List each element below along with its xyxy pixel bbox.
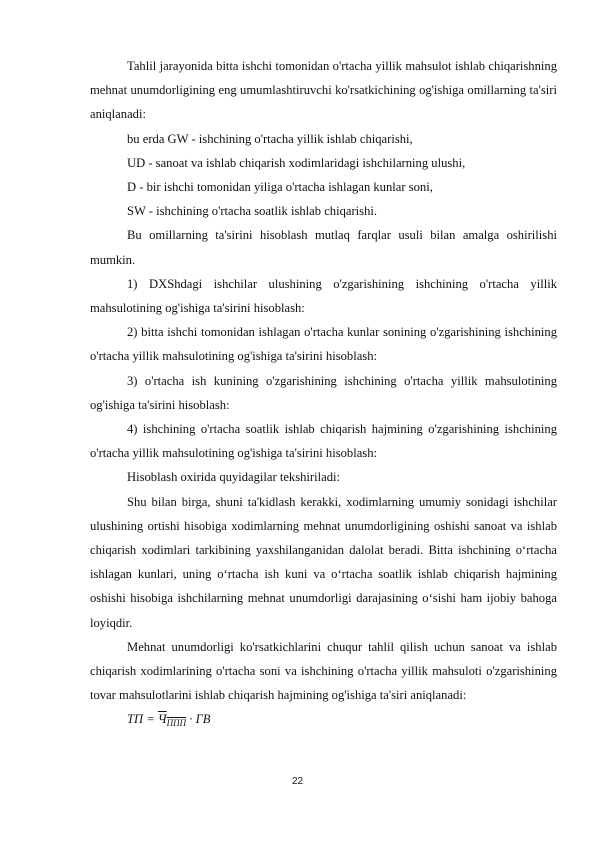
paragraph-step-2: 2) bitta ishchi tomonidan ishlagan o'rtacha kunlar sonining o'zgarishining ishchining o'rtacha yillik mahsulotining og'ishiga ta'sirini hisoblash: [90, 325, 557, 364]
paragraph-def-gw: bu erda GW - ishchining o'rtacha yillik ishlab chiqarishi, [127, 131, 413, 146]
page-number: 22 [291, 776, 304, 787]
formula-dot: · [189, 712, 193, 727]
paragraph-deep-analysis: Mehnat unumdorligi ko'rsatkichlarini chuqur tahlil qilish uchun sanoat va ishlab chiqarish xodimlarining o'rtacha soni va ishchining o'rtacha yillik mahsuloti o'zgarishining tovar mahsulotlarini ishlab chiqarish hajmining og'ishiga ta'siri aniqlanadi: [90, 639, 557, 703]
paragraph-def-sw: SW - ishchining o'rtacha soatlik ishlab chiqarishi. [127, 204, 378, 219]
formula-rhs: ГВ [195, 712, 211, 727]
paragraph-method: Bu omillarning ta'sirini hisoblash mutlaq farqlar usuli bilan amalga oshirilishi mumkin. [90, 228, 557, 267]
paragraph-def-ud: UD - sanoat va ishlab chiqarish xodimlaridagi ishchilarning ulushi, [127, 155, 466, 170]
formula-var-letter: Ч [157, 712, 167, 727]
paragraph-step-1: 1) DXShdagi ishchilar ulushining o'zgarishining ishchining o'rtacha yillik mahsulotining og'ishiga ta'sirini hisoblash: [90, 276, 557, 316]
document-body [90, 54, 557, 736]
formula-eq: = [146, 712, 155, 727]
paragraph-step-3: 3) o'rtacha ish kunining o'zgarishining ishchining o'rtacha yillik mahsulotining og'ishiga ta'sirini hisoblash: [90, 373, 557, 412]
formula-var-sub: ППП [166, 718, 187, 729]
paragraph-def-d: D - bir ishchi tomonidan yiliga o'rtacha ishlagan kunlar soni, [127, 180, 433, 195]
formula-var [157, 712, 187, 729]
paragraph-intro: Tahlil jarayonida bitta ishchi tomonidan o'rtacha yillik mahsulot ishlab chiqarishning mehnat unumdorligining eng umumlashtiruvchi ko'rsatkichining og'ishiga omillarning ta'siri aniqlanadi: [90, 59, 557, 122]
paragraph-check: Hisoblash oxirida quyidagilar tekshiriladi: [127, 470, 341, 485]
formula-lhs: ТП [127, 712, 144, 727]
paragraph-conclusion: Shu bilan birga, shuni ta'kidlash kerakki, xodimlarning umumiy sonidagi ishchilar ulushining ortishi hisobiga xodimlarning mehnat unumdorligining oshishi sanoat va ishlab chiqarish xodimlari tarkibining yaxshilanganidan dalolat beradi. Bitta ishchining o‘rtacha ishlagan kunlari, uning o‘rtacha ish kuni va o‘rtacha soatlik ishlab chiqarish hajmining oshishi hisobiga ishchilarning mehnat unumdorligi darajasining o‘sishi ham ijobiy bahoga loyiqdir. [90, 494, 557, 630]
formula [90, 707, 557, 735]
paragraph-step-4: 4) ishchining o'rtacha soatlik ishlab chiqarish hajmining o'zgarishining ishchining o'rtacha yillik mahsulotining og'ishiga ta'sirini hisoblash: [90, 422, 557, 461]
